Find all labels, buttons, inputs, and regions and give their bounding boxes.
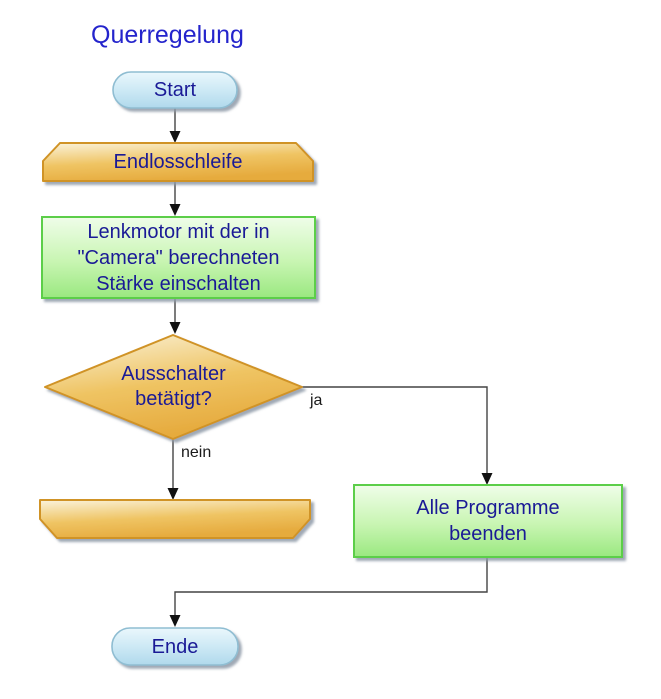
process-steering-line: Lenkmotor mit der in bbox=[87, 220, 270, 243]
arrowhead-icon bbox=[168, 488, 179, 500]
process-steering-shape bbox=[42, 217, 315, 298]
arrowhead-icon bbox=[170, 615, 181, 627]
arrowhead-icon bbox=[170, 322, 181, 334]
process-steering-line: Stärke einschalten bbox=[96, 272, 261, 295]
process-quit-shape bbox=[354, 485, 622, 557]
decision-diamond-shape bbox=[45, 335, 302, 439]
loop-begin-shape bbox=[43, 143, 313, 181]
decision-line: betätigt? bbox=[135, 388, 212, 410]
page-title: Querregelung bbox=[91, 21, 244, 49]
arrowhead-icon bbox=[170, 204, 181, 216]
loop-begin-label: Endlosschleife bbox=[113, 151, 243, 173]
edge-label-yes: ja bbox=[310, 392, 323, 409]
process-quit-line: Alle Programme bbox=[416, 497, 560, 519]
start-label: Start bbox=[153, 79, 197, 101]
process-steering-line: "Camera" berechneten bbox=[77, 246, 280, 269]
decision-line: Ausschalter bbox=[121, 363, 226, 385]
start-terminator-shape bbox=[113, 72, 237, 108]
edge-decision-yes bbox=[302, 387, 487, 473]
end-label: Ende bbox=[151, 635, 199, 658]
arrowhead-icon bbox=[482, 473, 493, 485]
loop-end-shape bbox=[40, 500, 310, 538]
edge-quit-to-end bbox=[175, 557, 487, 615]
arrowhead-icon bbox=[170, 131, 181, 143]
process-quit-line: beenden bbox=[449, 523, 527, 545]
edge-label-no: nein bbox=[181, 444, 212, 461]
end-terminator-shape bbox=[112, 628, 238, 665]
